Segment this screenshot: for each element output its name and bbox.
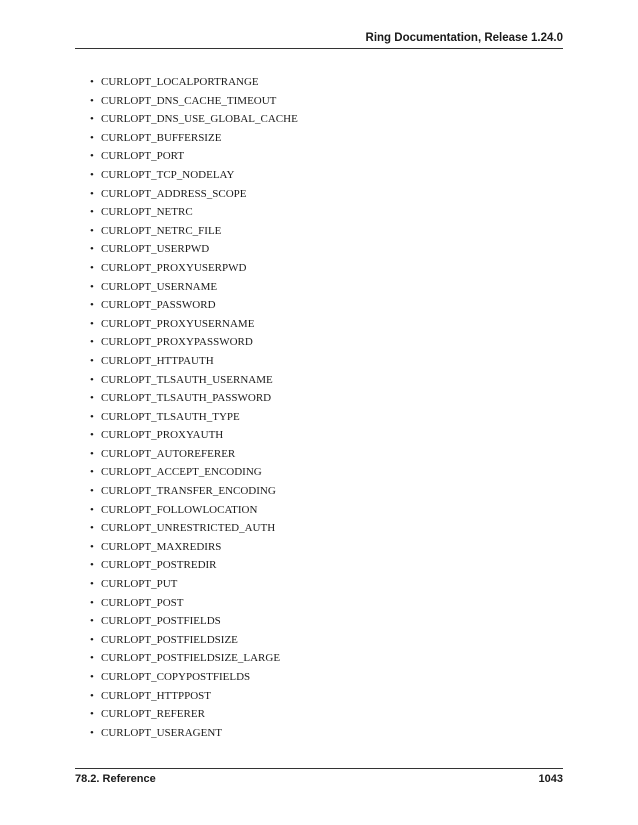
list-item — [90, 240, 298, 259]
document-title: Ring Documentation, Release 1.24.0 — [365, 32, 563, 44]
bullet-icon: • — [90, 447, 94, 460]
bullet-icon: • — [90, 354, 94, 367]
list-item — [90, 594, 298, 613]
bullet-icon: • — [90, 503, 94, 516]
list-item-label: CURLOPT_DNS_CACHE_TIMEOUT — [101, 94, 277, 107]
list-item-label: CURLOPT_PROXYPASSWORD — [101, 336, 253, 349]
section-label: 78.2. Reference — [75, 773, 156, 785]
bullet-icon: • — [90, 689, 94, 702]
list-item — [90, 333, 298, 352]
list-item — [90, 92, 298, 111]
bullet-icon: • — [90, 708, 94, 721]
list-item-label: CURLOPT_NETRC_FILE — [101, 224, 222, 237]
list-item-label: CURLOPT_PORT — [101, 150, 185, 163]
list-item-label: CURLOPT_TCP_NODELAY — [101, 168, 235, 181]
bullet-icon: • — [90, 392, 94, 405]
list-item — [90, 445, 298, 464]
list-item-label: CURLOPT_POSTFIELDSIZE_LARGE — [101, 652, 281, 665]
list-item — [90, 631, 298, 650]
list-item-label: CURLOPT_USERPWD — [101, 243, 210, 256]
list-item-label: CURLOPT_TRANSFER_ENCODING — [101, 485, 276, 498]
list-item-label: CURLOPT_DNS_USE_GLOBAL_CACHE — [101, 113, 298, 126]
list-item — [90, 166, 298, 185]
bullet-icon: • — [90, 578, 94, 591]
bullet-icon: • — [90, 652, 94, 665]
bullet-icon: • — [90, 485, 94, 498]
list-item-label: CURLOPT_POSTFIELDSIZE — [101, 633, 238, 646]
page-number: 1043 — [538, 773, 563, 785]
option-list — [90, 73, 298, 742]
bullet-icon: • — [90, 224, 94, 237]
list-item — [90, 203, 298, 222]
bullet-icon: • — [90, 317, 94, 330]
bullet-icon: • — [90, 373, 94, 386]
list-item-label: CURLOPT_PUT — [101, 578, 178, 591]
list-item — [90, 426, 298, 445]
list-item-label: CURLOPT_TLSAUTH_TYPE — [101, 410, 240, 423]
list-item-label: CURLOPT_HTTPPOST — [101, 689, 212, 702]
list-item — [90, 371, 298, 390]
bullet-icon: • — [90, 280, 94, 293]
list-item — [90, 110, 298, 129]
list-item — [90, 278, 298, 297]
list-item — [90, 519, 298, 538]
list-item — [90, 259, 298, 278]
list-item-label: CURLOPT_BUFFERSIZE — [101, 131, 222, 144]
list-item-label: CURLOPT_USERNAME — [101, 280, 218, 293]
list-item-label: CURLOPT_POST — [101, 596, 184, 609]
bullet-icon: • — [90, 540, 94, 553]
list-item-label: CURLOPT_HTTPAUTH — [101, 354, 214, 367]
bullet-icon: • — [90, 206, 94, 219]
list-item — [90, 147, 298, 166]
list-item — [90, 556, 298, 575]
bullet-icon: • — [90, 429, 94, 442]
list-item — [90, 612, 298, 631]
bullet-icon: • — [90, 559, 94, 572]
list-item — [90, 296, 298, 315]
list-item — [90, 705, 298, 724]
list-item — [90, 408, 298, 427]
list-item-label: CURLOPT_POSTREDIR — [101, 559, 217, 572]
bullet-icon: • — [90, 615, 94, 628]
list-item — [90, 185, 298, 204]
bullet-icon: • — [90, 410, 94, 423]
list-item — [90, 222, 298, 241]
bullet-icon: • — [90, 131, 94, 144]
bullet-icon: • — [90, 243, 94, 256]
bullet-icon: • — [90, 633, 94, 646]
list-item-label: CURLOPT_REFERER — [101, 708, 205, 721]
list-item-label: CURLOPT_UNRESTRICTED_AUTH — [101, 522, 276, 535]
list-item — [90, 463, 298, 482]
list-item-label: CURLOPT_FOLLOWLOCATION — [101, 503, 258, 516]
list-item — [90, 538, 298, 557]
list-item-label: CURLOPT_TLSAUTH_USERNAME — [101, 373, 273, 386]
bullet-icon: • — [90, 76, 94, 88]
bullet-icon: • — [90, 671, 94, 683]
list-item-label: CURLOPT_COPYPOSTFIELDS — [101, 671, 251, 683]
list-item-label: CURLOPT_TLSAUTH_PASSWORD — [101, 392, 272, 405]
list-item-label: CURLOPT_PROXYUSERNAME — [101, 317, 255, 330]
page-footer — [75, 768, 563, 787]
list-item-label: CURLOPT_LOCALPORTRANGE — [101, 76, 259, 88]
list-item — [90, 501, 298, 520]
list-item-label: CURLOPT_ACCEPT_ENCODING — [101, 466, 262, 479]
list-item-label: CURLOPT_POSTFIELDS — [101, 615, 221, 628]
bullet-icon: • — [90, 522, 94, 535]
bullet-icon: • — [90, 299, 94, 312]
list-item-label: CURLOPT_PROXYUSERPWD — [101, 261, 247, 274]
list-item-label: CURLOPT_MAXREDIRS — [101, 540, 222, 553]
list-item — [90, 668, 298, 687]
bullet-icon: • — [90, 261, 94, 274]
list-item-label: CURLOPT_PASSWORD — [101, 299, 216, 312]
bullet-icon: • — [90, 150, 94, 163]
list-item — [90, 389, 298, 408]
list-item-label: CURLOPT_USERAGENT — [101, 726, 223, 739]
list-item-label: CURLOPT_ADDRESS_SCOPE — [101, 187, 247, 200]
page-header — [75, 30, 563, 49]
list-item-label: CURLOPT_PROXYAUTH — [101, 429, 224, 442]
list-item — [90, 687, 298, 706]
list-item-label: CURLOPT_NETRC — [101, 206, 193, 219]
bullet-icon: • — [90, 596, 94, 609]
list-item — [90, 575, 298, 594]
bullet-icon: • — [90, 187, 94, 200]
list-item — [90, 315, 298, 334]
list-item-label: CURLOPT_AUTOREFERER — [101, 447, 236, 460]
bullet-icon: • — [90, 466, 94, 479]
list-item — [90, 73, 298, 92]
list-item — [90, 649, 298, 668]
bullet-icon: • — [90, 168, 94, 181]
bullet-icon: • — [90, 94, 94, 107]
list-item — [90, 352, 298, 371]
list-item — [90, 129, 298, 148]
list-item — [90, 482, 298, 501]
bullet-icon: • — [90, 726, 94, 739]
list-item — [90, 724, 298, 743]
bullet-icon: • — [90, 336, 94, 349]
bullet-icon: • — [90, 113, 94, 126]
